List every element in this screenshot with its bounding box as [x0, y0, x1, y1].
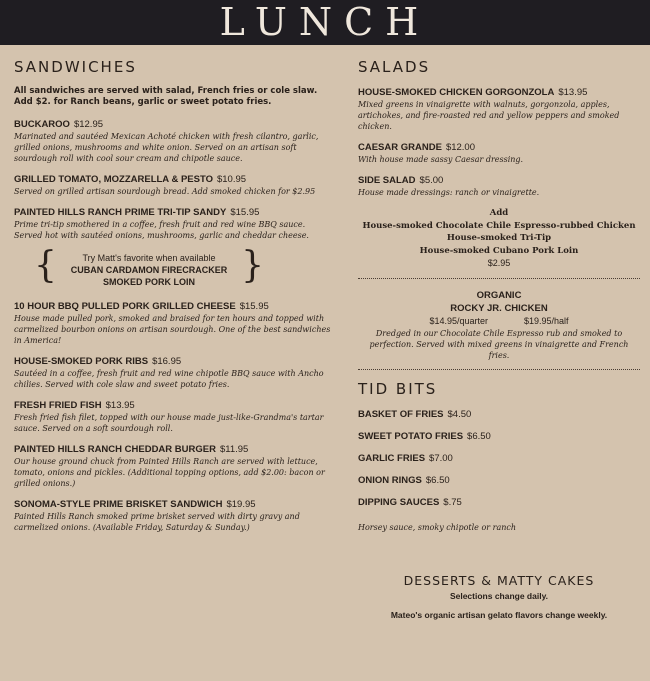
- sandwiches-section: [14, 58, 332, 542]
- item-price: $12.95: [73, 119, 104, 130]
- item-name: CAESAR GRANDE: [358, 142, 442, 153]
- special-name: ORGANIC: [476, 289, 522, 301]
- item-name: ONION RINGS: [358, 474, 422, 486]
- right-brace-icon: }: [241, 245, 264, 286]
- item-name: SONOMA-STYLE PRIME BRISKET SANDWICH: [14, 499, 223, 510]
- item-description: Mixed greens in vinaigrette with walnuts, gorgonzola, apples, artichokes, and fire-roasted red and yellow peppers and smoked chicken.: [358, 100, 620, 131]
- item-price: $15.95: [239, 301, 269, 312]
- left-brace-icon: {: [34, 245, 57, 286]
- item-description: House made pulled pork, smoked and braised for ten hours and topped with carmelized bourbon onions on artisan sourdough. One of the best sandwiches in America!: [14, 314, 331, 345]
- item-name: DIPPING SAUCES: [358, 496, 440, 508]
- divider: [358, 278, 640, 279]
- item-description: Fresh fried fish filet, topped with our house made just-like-Grandma's tartar sauce. Served on a soft sourdough roll.: [14, 413, 324, 433]
- add-option: House-smoked Tri-Tip: [446, 233, 552, 243]
- menu-item: [14, 118, 332, 164]
- item-price: $19.95: [226, 499, 256, 510]
- item-price: $7.00: [429, 452, 453, 464]
- item-price: $13.95: [558, 87, 588, 98]
- item-description: Prime tri-tip smothered in a coffee, fresh fruit and red wine BBQ sauce. Served hot with sautéed onions, mushrooms, garlic and cheddar cheese.: [14, 220, 309, 240]
- salads-heading: SALADS: [358, 58, 431, 76]
- desserts-section: [358, 572, 640, 622]
- item-price: $11.95: [219, 444, 249, 455]
- tidbit-item: [358, 474, 640, 487]
- promo-intro: Try Matt's favorite when available: [82, 253, 216, 263]
- item-price: $6.50: [467, 430, 491, 442]
- item-description: Our house ground chuck from Painted Hills Ranch are served with lettuce, tomato, onions and pickles. (Additional topping options, add $2.00: bacon or grilled onions.): [14, 457, 325, 488]
- menu-item: [14, 498, 332, 533]
- item-name: FRESH FRIED FISH: [14, 400, 102, 411]
- menu-header: [0, 0, 650, 45]
- item-price: $6.50: [425, 474, 450, 486]
- item-description: House made dressings: ranch or vinaigrette.: [358, 188, 540, 197]
- item-name: HOUSE-SMOKED PORK RIBS: [14, 356, 149, 367]
- tidbit-item: [358, 430, 640, 443]
- sandwiches-intro: All sandwiches are served with salad, French fries or cole slaw. Add $2. for Ranch beans, garlic or sweet potato fries.: [14, 86, 318, 107]
- item-name: 10 HOUR BBQ PULLED PORK GRILLED CHEESE: [14, 301, 236, 312]
- item-price: $12.00: [445, 142, 475, 153]
- item-name: BASKET OF FRIES: [358, 408, 444, 420]
- item-description: Painted Hills Ranch smoked prime brisket served with dirty gravy and carmelized onions. (Available Friday, Saturday & Sunday.): [14, 512, 300, 532]
- tidbits-note: Horsey sauce, smoky chipotle or ranch: [358, 522, 517, 532]
- divider: [358, 369, 640, 370]
- item-name: SWEET POTATO FRIES: [358, 430, 464, 442]
- menu-item: [358, 86, 640, 132]
- item-name: PAINTED HILLS RANCH PRIME TRI-TIP SANDY: [14, 207, 227, 218]
- price-quarter: $14.95/quarter: [429, 315, 488, 326]
- menu-item: [14, 173, 332, 197]
- item-price: $15.95: [230, 207, 260, 218]
- item-price: $16.95: [152, 356, 182, 367]
- add-option: House-smoked Cubano Pork Loin: [419, 245, 579, 256]
- menu-item: [14, 443, 332, 489]
- item-name: GRILLED TOMATO, MOZZARELLA & PESTO: [14, 174, 213, 185]
- special-name: ROCKY JR. CHICKEN: [450, 302, 548, 314]
- item-price: $4.50: [447, 408, 472, 420]
- menu-item: [358, 141, 640, 165]
- item-description: Sautéed in a coffee, fresh fruit and red wine chipotle BBQ sauce with Ancho chilies. Served with cole slaw and sweet potato fries.: [14, 369, 324, 389]
- item-name: PAINTED HILLS RANCH CHEDDAR BURGER: [14, 444, 216, 455]
- tidbits-heading: TID BITS: [358, 379, 438, 398]
- promo-line: SMOKED PORK LOIN: [102, 277, 195, 287]
- item-name: GARLIC FRIES: [358, 452, 426, 464]
- tidbit-item: [358, 408, 640, 421]
- item-price: $10.95: [216, 174, 247, 185]
- promo-line: CUBAN CARDAMON FIRECRACKER: [70, 265, 228, 275]
- item-description: Marinated and sautéed Mexican Achoté chicken with fresh cilantro, garlic, grilled onions, mushrooms and white onion. Served on an artisan soft sourdough roll with cool sour cream and chipotle sauce.: [14, 132, 319, 163]
- featured-special: [34, 245, 264, 287]
- item-price: $13.95: [105, 400, 135, 411]
- add-price: $2.95: [487, 258, 511, 268]
- tidbit-item: [358, 452, 640, 465]
- price-half: $19.95/half: [524, 315, 569, 326]
- right-column: [358, 58, 640, 622]
- special-description: Dredged in our Chocolate Chile Espresso rub and smoked to perfection. Served with mixed greens in vinaigrette and French fries.: [369, 328, 629, 360]
- organic-chicken: [358, 289, 640, 361]
- menu-title: LUNCH: [219, 0, 431, 44]
- menu-item: [14, 399, 332, 434]
- item-price: $.75: [443, 496, 462, 508]
- menu-item: [14, 355, 332, 390]
- add-option: House-smoked Chocolate Chile Espresso-rubbed Chicken: [362, 220, 636, 231]
- menu-item: [14, 206, 332, 241]
- desserts-note: Selections change daily.: [449, 590, 549, 601]
- add-label: Add: [489, 208, 509, 218]
- sandwiches-heading: SANDWICHES: [14, 58, 137, 76]
- salad-add-ons: [358, 207, 640, 270]
- desserts-note: Mateo's organic artisan gelato flavors change weekly.: [390, 609, 608, 620]
- item-description: Served on grilled artisan sourdough bread. Add smoked chicken for $2.95: [14, 187, 316, 196]
- item-name: BUCKAROO: [14, 119, 70, 130]
- item-price: $5.00: [419, 175, 444, 186]
- item-description: With house made sassy Caesar dressing.: [358, 155, 524, 164]
- tidbit-item: [358, 496, 640, 509]
- item-name: HOUSE-SMOKED CHICKEN GORGONZOLA: [358, 87, 555, 98]
- menu-item: [14, 300, 332, 346]
- desserts-heading: DESSERTS & MATTY CAKES: [403, 572, 595, 588]
- menu-item: [358, 174, 640, 198]
- item-name: SIDE SALAD: [358, 175, 416, 186]
